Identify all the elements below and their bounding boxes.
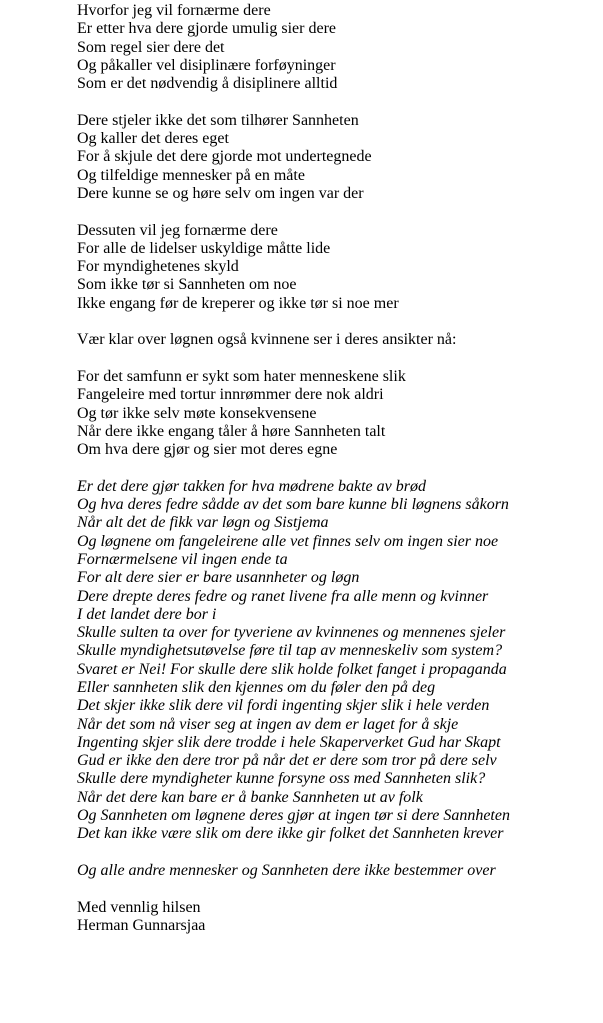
letter-line: Vær klar over løgnen også kvinnene ser i deres ansikter nå: [77, 331, 457, 349]
letter-line: For myndighetenes skyld [77, 258, 239, 276]
letter-line: Når det dere kan bare er å banke Sannheten ut av folk [77, 788, 423, 806]
letter-line: For det samfunn er sykt som hater menneskene slik [77, 367, 406, 385]
letter-line: Som regel sier dere det [77, 38, 225, 56]
letter-line: Skulle dere myndigheter kunne forsyne oss med Sannheten slik? [77, 770, 486, 788]
letter-line: Med vennlig hilsen [77, 898, 201, 916]
letter-line: Og alle andre mennesker og Sannheten dere ikke bestemmer over [77, 861, 496, 879]
stanza [77, 2, 589, 93]
letter-line: For alt dere sier er bare usannheter og løgn [77, 569, 360, 587]
stanza [77, 331, 589, 349]
letter-line: Dessuten vil jeg fornærme dere [77, 221, 278, 239]
stanza [77, 112, 589, 203]
letter-line: Og tør ikke selv møte konsekvensene [77, 404, 317, 422]
letter-line: Når dere ikke engang tåler å høre Sannheten talt [77, 422, 386, 440]
letter-line: Skulle myndighetsutøvelse føre til tap av menneskeliv som system? [77, 642, 503, 660]
letter-line: Det kan ikke være slik om dere ikke gir folket det Sannheten krever [77, 825, 504, 843]
letter-line: Fornærmelsene vil ingen ende ta [77, 550, 288, 568]
letter-line: Og kaller det deres eget [77, 130, 229, 148]
letter-line: I det landet dere bor i [77, 605, 217, 623]
letter-line: Som ikke tør si Sannheten om noe [77, 276, 297, 294]
letter-line: Ingenting skjer slik dere trodde i hele Skaperverket Gud har Skapt [77, 733, 501, 751]
letter-line: For å skjule det dere gjorde mot undertegnede [77, 148, 372, 166]
letter-line: Svaret er Nei! For skulle dere slik holde folket fanget i propaganda [77, 660, 507, 678]
letter-line: Gud er ikke den dere tror på når det er dere som tror på dere selv [77, 752, 497, 770]
letter-line: Er etter hva dere gjorde umulig sier dere [77, 20, 336, 38]
letter-line: Fangeleire med tortur innrømmer dere nok aldri [77, 386, 384, 404]
letter-line: Når det som nå viser seg at ingen av dem er laget for å skje [77, 715, 459, 733]
letter-line: Dere stjeler ikke det som tilhører Sannheten [77, 111, 359, 129]
letter-line: Det skjer ikke slik dere vil fordi ingenting skjer slik i hele verden [77, 697, 490, 715]
letter-line: Om hva dere gjør og sier mot deres egne [77, 441, 338, 459]
letter-line: Når alt det de fikk var løgn og Sistjema [77, 514, 329, 532]
letter-line: Hvorfor jeg vil fornærme dere [77, 2, 271, 19]
letter-line: Og Sannheten om løgnene deres gjør at ingen tør si dere Sannheten [77, 807, 510, 825]
stanza [77, 862, 589, 880]
letter-line: Som er det nødvendig å disiplinere alltid [77, 75, 338, 93]
letter-line: Og tilfeldige mennesker på en måte [77, 166, 305, 184]
letter-line: Ikke engang før de kreperer og ikke tør si noe mer [77, 294, 399, 312]
letter-line: Og påkaller vel disiplinære forføyninger [77, 56, 336, 74]
letter-line: Er det dere gjør takken for hva mødrene bakte av brød [77, 477, 426, 495]
stanza [77, 899, 589, 936]
stanza [77, 478, 589, 844]
letter-line: Skulle sulten ta over for tyveriene av kvinnenes og mennenes sjeler [77, 624, 506, 642]
letter-line: Dere drepte deres fedre og ranet livene fra alle menn og kvinner [77, 587, 489, 605]
stanza [77, 368, 589, 459]
letter-line: Herman Gunnarsjaa [77, 916, 206, 934]
stanza [77, 222, 589, 313]
letter-body [77, 2, 589, 953]
letter-line: Og hva deres fedre sådde av det som bare kunne bli løgnens såkorn [77, 496, 509, 514]
letter-line: Dere kunne se og høre selv om ingen var der [77, 184, 364, 202]
letter-line: For alle de lidelser uskyldige måtte lide [77, 239, 331, 257]
letter-line: Og løgnene om fangeleirene alle vet finnes selv om ingen sier noe [77, 532, 499, 550]
letter-line: Eller sannheten slik den kjennes om du føler den på deg [77, 678, 436, 696]
